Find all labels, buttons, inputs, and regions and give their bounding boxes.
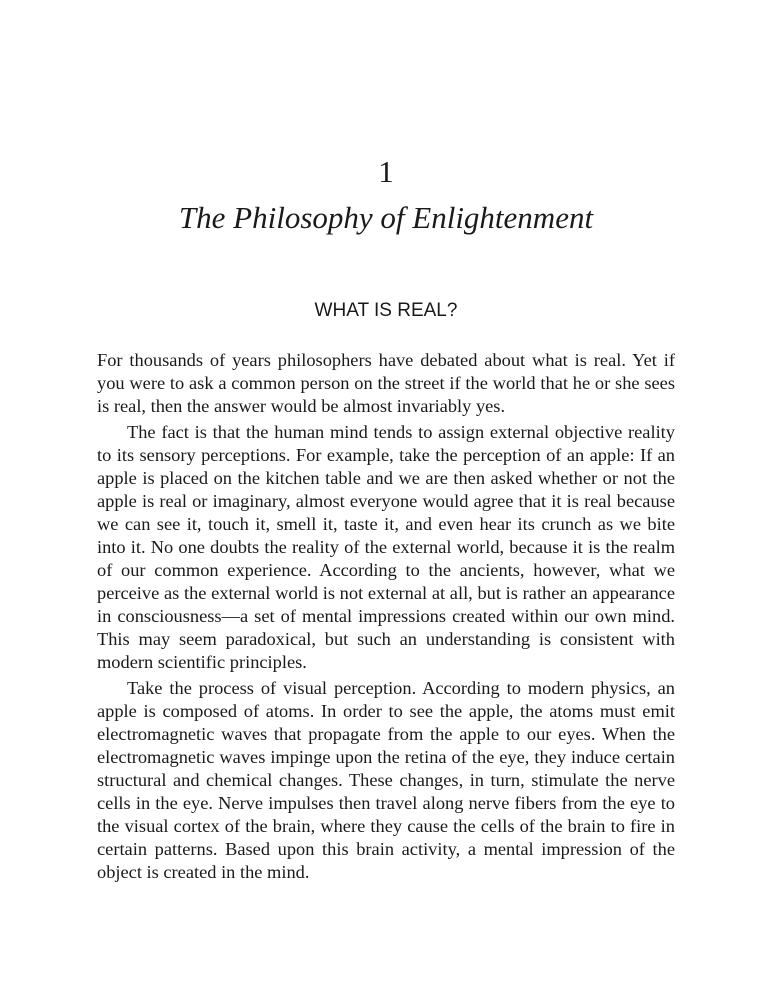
chapter-title: The Philosophy of Enlightenment	[178, 200, 594, 235]
paragraph: For thousands of years philosophers have debated about what is real. Yet if you were to ask a common person on the street if the world that he or she sees is real, then the answer would be almost invariably yes.	[97, 350, 675, 416]
body-text	[97, 349, 675, 884]
section-heading: WHAT IS REAL?	[314, 300, 458, 321]
chapter-number: 1	[378, 154, 394, 189]
paragraph: The fact is that the human mind tends to assign external objective reality to its sensory perceptions. For example, take the perception of an apple: If an apple is placed on the kitchen table and we are then asked whether or not the apple is real or imaginary, almost everyone would agree that it is real because we can see it, touch it, smell it, taste it, and even hear its crunch as we bite into it. No one doubts the reality of the external world, because it is the realm of our common experience. According to the ancients, however, what we perceive as the external world is not external at all, but is rather an appearance in consciousness—a set of mental impressions created within our own mind. This may seem paradoxical, but such an understanding is consistent with modern scientific principles.	[97, 422, 675, 672]
paragraph: Take the process of visual perception. According to modern physics, an apple is composed of atoms. In order to see the apple, the atoms must emit electromagnetic waves that propagate from the apple to our eyes. When the electromagnetic waves impinge upon the retina of the eye, they induce certain structural and chemical changes. These changes, in turn, stimulate the nerve cells in the eye. Nerve impulses then travel along nerve fibers from the eye to the visual cortex of the brain, where they cause the cells of the brain to fire in certain patterns. Based upon this brain activity, a mental impression of the object is created in the mind.	[97, 678, 675, 882]
